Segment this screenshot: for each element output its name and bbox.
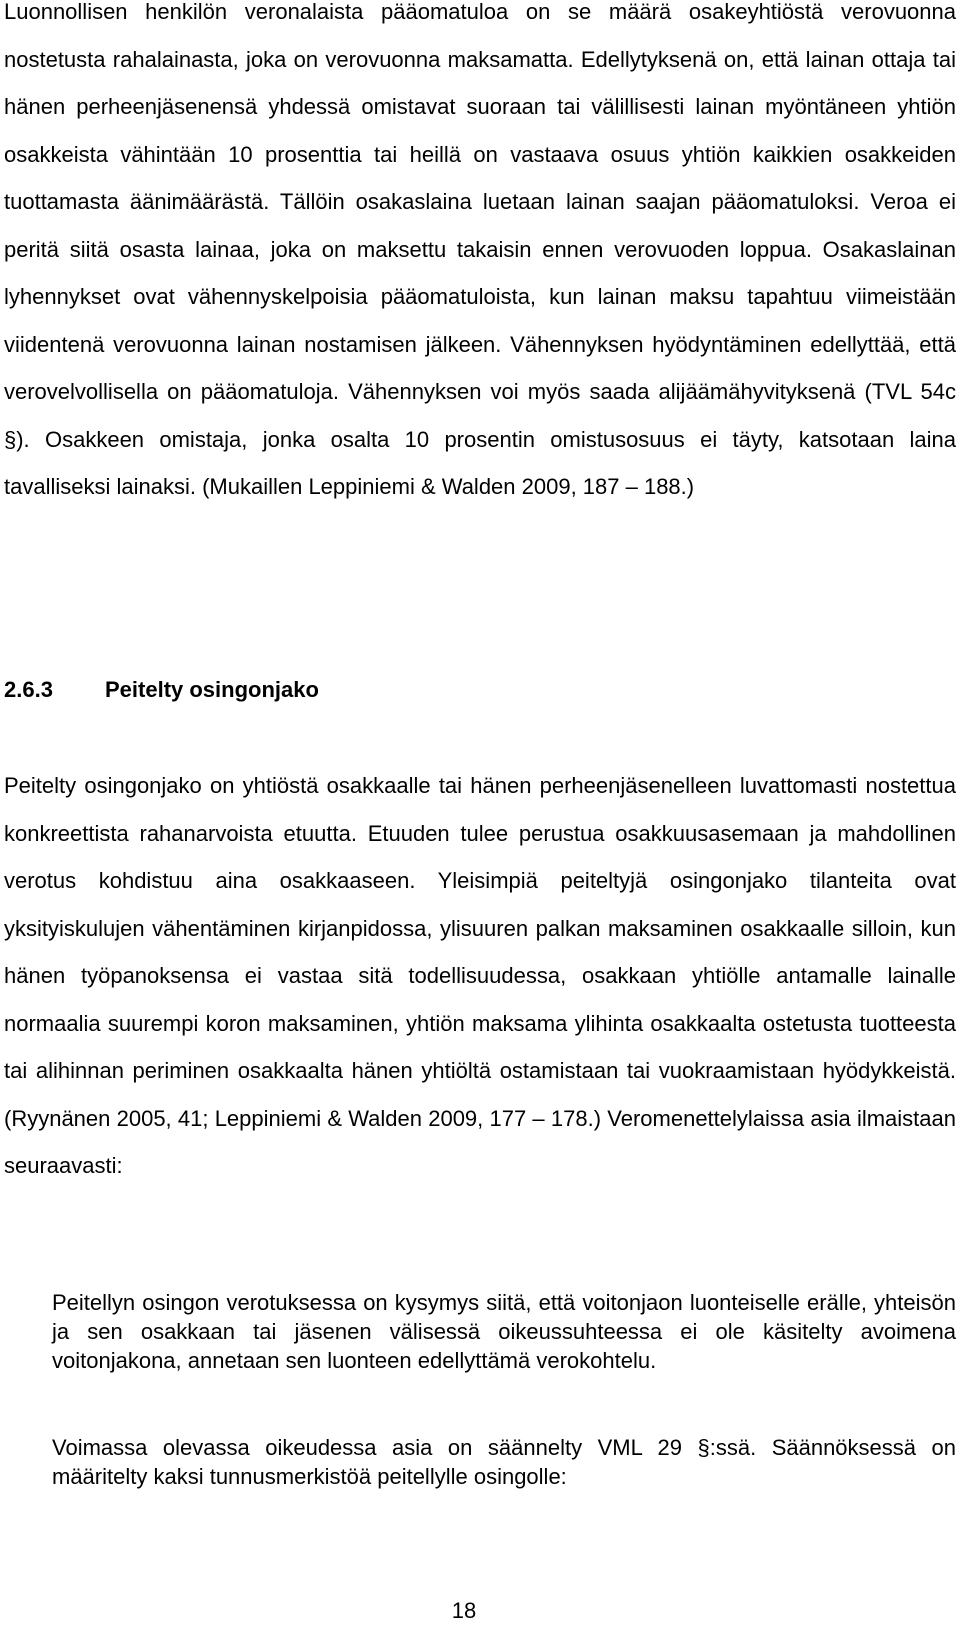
section-title: Peitelty osingonjako <box>105 677 319 702</box>
body-paragraph-shareholder-loan: Luonnollisen henkilön veronalaista pääomatuloa on se määrä osakeyhtiöstä verovuonna nostetusta rahalainasta, joka on verovuonna maksamatta. Edellytyksenä on, että lainan ottaja tai hänen perheenjäsenensä yhdessä omistavat suoraan tai välillisesti lainan myöntäneen yhtiön osakkeista vähintään 10 prosenttia tai heillä on vastaava osuus yhtiön kaikkien osakkeiden tuottamasta äänimäärästä. Tällöin osakaslaina luetaan lainan saajan pääomatuloksi. Veroa ei peritä siitä osasta lainaa, joka on maksettu takaisin ennen verovuoden loppua. Osakaslainan lyhennykset ovat vähennyskelpoisia pääomatuloista, kun lainan maksu tapahtuu viimeistään viidentenä verovuonna lainan nostamisen jälkeen. Vähennyksen hyödyntäminen edellyttää, että verovelvollisella on pääomatuloja. Vähennyksen voi myös saada alijäämähyvityksenä (TVL 54c §). Osakkeen omistaja, jonka osalta 10 prosentin omistusosuus ei täyty, katsotaan laina tavalliseksi lainaksi. (Mukaillen Leppiniemi & Walden 2009, 187 – 188.) <box>4 0 956 499</box>
body-paragraph-hidden-dividend: Peitelty osingonjako on yhtiöstä osakkaalle tai hänen perheenjäsenelleen luvattomasti nostettua konkreettista rahanarvoista etuutta. Etuuden tulee perustua osakkuusasemaan ja mahdollinen verotus kohdistuu aina osakkaaseen. Yleisimpiä peiteltyjä osingonjako tilanteita ovat yksityiskulujen vähentäminen kirjanpidossa, ylisuuren palkan maksaminen osakkaalle silloin, kun hänen työpanoksensa ei vastaa sitä todellisuudessa, osakkaan yhtiölle antamalle lainalle normaalia suurempi koron maksaminen, yhtiön maksama ylihinta osakkaalta ostetusta tuotteesta tai alihinnan periminen osakkaalta hänen yhtiöltä ostamistaan tai vuokraamistaan hyödykkeistä. (Ryynänen 2005, 41; Leppiniemi & Walden 2009, 177 – 178.) Veromenettelylaissa asia ilmaistaan seuraavasti: <box>4 773 956 1178</box>
page-number: 18 <box>451 1598 477 1623</box>
block-quote-2: Voimassa olevassa oikeudessa asia on säännelty VML 29 §:ssä. Säännöksessä on määritelty kaksi tunnusmerkistöä peitellylle osingolle: <box>52 1435 956 1489</box>
block-quote-1: Peitellyn osingon verotuksessa on kysymys siitä, että voitonjaon luonteiselle erälle, yhteisön ja sen osakkaan tai jäsenen välisessä oikeussuhteessa ei ole käsitelty avoimena voitonjakona, annetaan sen luonteen edellyttämä verokohtelu. <box>52 1290 956 1373</box>
section-number: 2.6.3 <box>4 677 53 702</box>
section-heading <box>4 672 956 708</box>
document-page <box>4 0 956 1635</box>
